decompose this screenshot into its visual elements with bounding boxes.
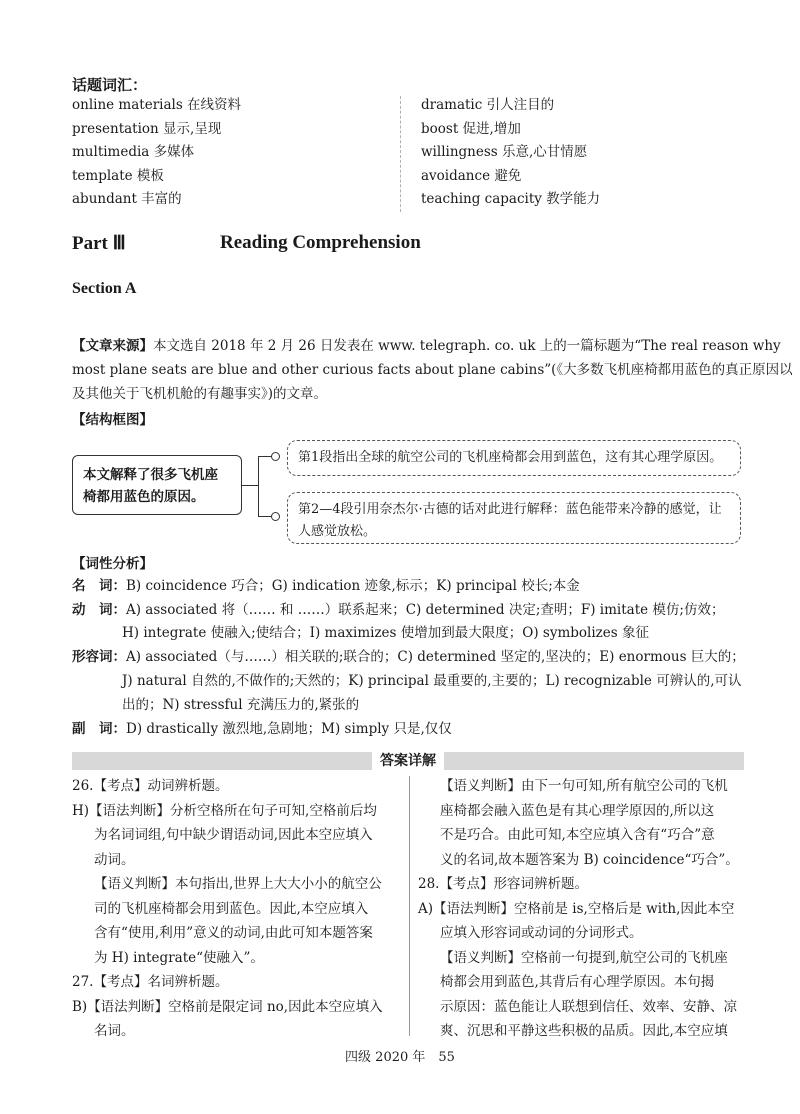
vocab-heading: 话题词汇： (72, 76, 148, 94)
answer-line: 【语义判断】由下一句可知,所有航空公司的飞机 (440, 778, 728, 794)
answers-banner (72, 752, 744, 770)
pos-text: A) associated 将（…… 和 ……）联系起来；C) determined 决定;查明；F) imitate 模仿;仿效； (126, 602, 725, 618)
part-title: Reading Comprehension (220, 232, 421, 253)
vocab-list-right (421, 94, 600, 212)
answer-line: B)【语法判断】空格前是限定词 no,因此本空应填入 (72, 998, 383, 1015)
vocab-item: willingness 乐意,心甘情愿 (421, 144, 588, 160)
page-footer: 四级 2020 年 55 (345, 1050, 455, 1065)
answer-line: 不是巧合。由此可知,本空应填入含有“巧合”意 (440, 827, 715, 843)
connector-line (258, 456, 259, 516)
pos-text: B) coincidence 巧合；G) indication 迹象,标示；K) principal 校长;本金 (126, 578, 580, 594)
connector-dot (271, 512, 280, 521)
answer-line: 爽、沉思和平静这些积极的品质。因此,本空应填 (440, 1023, 728, 1039)
answer-line: 示原因：蓝色能让人联想到信任、效率、安静、凉 (440, 998, 737, 1015)
answer-line: 椅都会用到蓝色,其背后有心理学原因。本句揭 (440, 974, 715, 990)
vocab-divider (400, 96, 401, 212)
source-label: 【文章来源】 (72, 338, 153, 354)
answer-line: 26.【考点】动词辨析题。 (72, 778, 229, 794)
pos-noun (72, 575, 747, 599)
answer-line: 为名词词组,句中缺少谓语动词,因此本空应填入 (94, 827, 373, 843)
answer-line: 28.【考点】形容词辨析题。 (418, 876, 588, 892)
vocab-list-left (72, 94, 241, 212)
pos-key: 动 词： (72, 602, 126, 618)
pos-key: 名 词： (72, 578, 126, 594)
answer-line: H)【语法判断】分析空格所在句子可知,空格前后均 (72, 802, 377, 819)
answer-line: 【语义判断】本句指出,世界上大大小小的航空公 (94, 876, 382, 892)
column-divider (409, 776, 410, 1036)
connector-line (242, 485, 258, 486)
vocab-item: presentation 显示,呈现 (72, 120, 222, 137)
pos-adv (72, 718, 747, 742)
vocab-item: avoidance 避免 (421, 167, 522, 184)
pos-adj (72, 646, 747, 670)
structure-main-box: 本文解释了很多飞机座椅都用蓝色的原因。 (72, 455, 242, 515)
vocab-item: multimedia 多媒体 (72, 144, 195, 160)
pos-adj-cont: J) natural 自然的,不做作的;天然的；K) principal 最重要的,主要的；L) recognizable 可辨认的,可认 (122, 673, 742, 689)
pos-adj-cont: 出的；N) stressful 充满压力的,紧张的 (122, 697, 360, 713)
answer-line: 义的名词,故本题答案为 B) coincidence“巧合”。 (440, 851, 739, 868)
structure-label: 【结构框图】 (72, 412, 153, 428)
vocab-item: boost 促进,增加 (421, 120, 521, 137)
answer-line: 座椅都会融入蓝色是有其心理学原因的,所以这 (440, 802, 715, 819)
answer-line: 应填入形容词或动词的分词形式。 (440, 925, 643, 941)
section-title: Section A (72, 280, 137, 297)
pos-key: 副 词： (72, 721, 126, 737)
part-label: Part Ⅲ (72, 233, 126, 254)
source-line: most plane seats are blue and other curious facts about plane cabins”(《大多数飞机座椅都用蓝色的真正原因以 (72, 362, 793, 378)
answer-line: A)【语法判断】空格前是 is,空格后是 with,因此本空 (418, 900, 735, 917)
vocab-item: online materials 在线资料 (72, 97, 242, 113)
answers-left-column (72, 774, 383, 1044)
answer-line: 【语义判断】空格前一句提到,航空公司的飞机座 (440, 949, 728, 966)
pos-label: 【词性分析】 (72, 556, 153, 572)
structure-box-1: 第1段指出全球的航空公司的飞机座椅都会用到蓝色，这有其心理学原因。 (287, 440, 741, 476)
structure-box-2: 第2—4段引用奈杰尔·古德的话对此进行解释：蓝色能带来冷静的感觉，让人感觉放松。 (287, 492, 741, 544)
vocab-item: teaching capacity 教学能力 (421, 191, 601, 207)
answer-line: 27.【考点】名词辨析题。 (72, 974, 229, 990)
vocab-item: abundant 丰富的 (72, 191, 182, 207)
answers-banner-title: 答案详解 (372, 751, 444, 771)
vocab-item: template 模板 (72, 167, 164, 184)
source-line: 及其他关于飞机机舱的有趣事实》)的文章。 (72, 386, 328, 402)
answer-line: 动词。 (94, 851, 135, 868)
source-paragraph (72, 334, 793, 406)
pos-verb (72, 599, 747, 623)
source-line: 本文选自 2018 年 2 月 26 日发表在 www. telegraph. co. uk 上的一篇标题为“The real reason why (153, 338, 781, 354)
pos-text: A) associated（与……）相关联的;联合的；C) determined 坚定的,坚决的；E) enormous 巨大的； (126, 649, 745, 665)
pos-verb-cont: H) integrate 使融入;使结合；I) maximizes 使增加到最大限度；O) symbolizes 象征 (122, 625, 649, 641)
answer-line: 司的飞机座椅都会用到蓝色。因此,本空应填入 (94, 900, 369, 917)
answer-line: 名词。 (94, 1023, 135, 1039)
answers-right-column (418, 774, 739, 1044)
answer-line: 含有“使用,利用”意义的动词,由此可知本题答案 (94, 925, 373, 941)
answer-line: 为 H) integrate“使融入”。 (94, 949, 264, 966)
connector-dot (271, 452, 280, 461)
pos-text: D) drastically 激烈地,急剧地；M) simply 只是,仅仅 (126, 721, 452, 737)
vocab-item: dramatic 引人注目的 (421, 97, 555, 113)
pos-key: 形容词： (72, 649, 126, 665)
